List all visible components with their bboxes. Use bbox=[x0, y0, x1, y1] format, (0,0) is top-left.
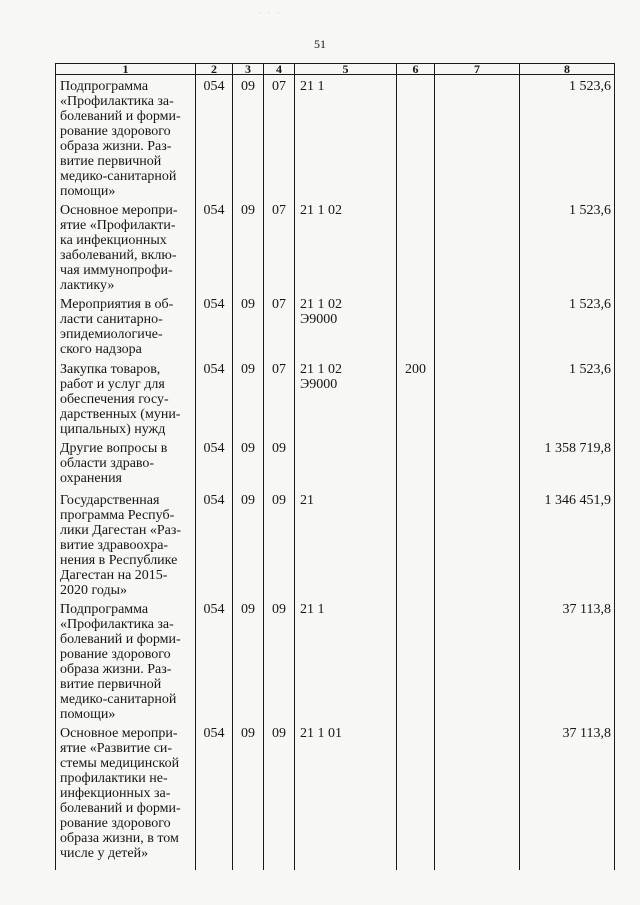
row-col-5 bbox=[295, 722, 397, 870]
row-col-3: 09 bbox=[233, 75, 264, 200]
row-col-8: 1 346 451,9 bbox=[520, 489, 615, 598]
header-col-5: 5 bbox=[295, 64, 397, 75]
row-name-line: рование здорового bbox=[60, 124, 171, 139]
header-col-3: 3 bbox=[233, 64, 264, 75]
header-col-6: 6 bbox=[397, 64, 435, 75]
row-col-2: 054 bbox=[196, 437, 233, 489]
row-col-6 bbox=[397, 75, 435, 200]
row-col-5 bbox=[295, 437, 397, 489]
row-name bbox=[56, 293, 196, 358]
row-col-2: 054 bbox=[196, 358, 233, 437]
row-col-6 bbox=[397, 598, 435, 722]
row-code-line: 21 1 02 bbox=[300, 297, 342, 312]
row-name-line: дарственных (муни- bbox=[60, 407, 181, 422]
row-name-line: Мероприятия в об- bbox=[60, 297, 174, 312]
row-name bbox=[56, 75, 196, 200]
row-col-3: 09 bbox=[233, 722, 264, 870]
row-col-8: 37 113,8 bbox=[520, 598, 615, 722]
row-name-line: болеваний и форми- bbox=[60, 632, 181, 647]
header-col-1: 1 bbox=[56, 64, 196, 75]
row-code-line: 21 1 01 bbox=[300, 726, 342, 741]
row-col-7 bbox=[435, 489, 520, 598]
row-code-line: Э9000 bbox=[300, 377, 338, 392]
row-name-line: эпидемиологиче- bbox=[60, 327, 163, 342]
budget-table bbox=[55, 63, 615, 870]
row-col-2: 054 bbox=[196, 489, 233, 598]
row-name-line: витие первичной bbox=[60, 154, 162, 169]
row-name-line: Дагестан на 2015- bbox=[60, 568, 168, 583]
row-col-3: 09 bbox=[233, 598, 264, 722]
row-col-7 bbox=[435, 199, 520, 293]
row-col-4: 07 bbox=[264, 75, 295, 200]
row-col-5 bbox=[295, 199, 397, 293]
row-col-8: 37 113,8 bbox=[520, 722, 615, 870]
row-col-2: 054 bbox=[196, 598, 233, 722]
row-col-7 bbox=[435, 437, 520, 489]
header-col-4: 4 bbox=[264, 64, 295, 75]
row-name-line: ципальных) нужд bbox=[60, 422, 166, 437]
row-col-7 bbox=[435, 358, 520, 437]
row-col-8: 1 523,6 bbox=[520, 199, 615, 293]
row-name-line: ка инфекционных bbox=[60, 233, 167, 248]
row-code-line: 21 1 bbox=[300, 602, 325, 617]
row-col-3: 09 bbox=[233, 199, 264, 293]
row-col-2: 054 bbox=[196, 293, 233, 358]
row-col-2: 054 bbox=[196, 75, 233, 200]
row-name-line: охранения bbox=[60, 471, 122, 486]
row-name-line: Подпрограмма bbox=[60, 602, 149, 617]
row-col-7 bbox=[435, 293, 520, 358]
row-col-5 bbox=[295, 598, 397, 722]
row-name-line: работ и услуг для bbox=[60, 377, 165, 392]
row-col-4: 09 bbox=[264, 489, 295, 598]
row-name-line: Закупка товаров, bbox=[60, 362, 161, 377]
row-name-line: Подпрограмма bbox=[60, 79, 149, 94]
table-row bbox=[56, 358, 615, 437]
table-row bbox=[56, 293, 615, 358]
row-col-3: 09 bbox=[233, 293, 264, 358]
row-col-8: 1 358 719,8 bbox=[520, 437, 615, 489]
row-name-line: болеваний и форми- bbox=[60, 801, 181, 816]
row-name bbox=[56, 489, 196, 598]
row-name bbox=[56, 598, 196, 722]
row-name-line: рование здорового bbox=[60, 647, 171, 662]
row-name bbox=[56, 199, 196, 293]
row-code-line: Э9000 bbox=[300, 312, 338, 327]
row-name-line: помощи» bbox=[60, 184, 116, 199]
row-col-5 bbox=[295, 489, 397, 598]
row-col-6 bbox=[397, 489, 435, 598]
row-col-4: 07 bbox=[264, 358, 295, 437]
row-col-8: 1 523,6 bbox=[520, 293, 615, 358]
row-col-4: 07 bbox=[264, 293, 295, 358]
row-col-3: 09 bbox=[233, 489, 264, 598]
row-col-6 bbox=[397, 437, 435, 489]
row-name-line: программа Респуб- bbox=[60, 508, 175, 523]
row-name-line: рование здорового bbox=[60, 816, 171, 831]
row-name-line: Государственная bbox=[60, 493, 160, 508]
row-name-line: ского надзора bbox=[60, 342, 142, 357]
row-name-line: лики Дагестан «Раз- bbox=[60, 523, 182, 538]
table-row bbox=[56, 437, 615, 489]
row-code-line: 21 1 02 bbox=[300, 362, 342, 377]
row-col-7 bbox=[435, 598, 520, 722]
row-col-7 bbox=[435, 722, 520, 870]
table-row bbox=[56, 75, 615, 200]
table-row bbox=[56, 489, 615, 598]
row-col-7 bbox=[435, 75, 520, 200]
row-name-line: образа жизни. Раз- bbox=[60, 662, 172, 677]
header-col-7: 7 bbox=[435, 64, 520, 75]
row-name-line: «Профилактика за- bbox=[60, 94, 174, 109]
row-name-line: «Профилактика за- bbox=[60, 617, 174, 632]
row-name-line: Основное меропри- bbox=[60, 203, 178, 218]
row-col-5 bbox=[295, 75, 397, 200]
row-col-2: 054 bbox=[196, 722, 233, 870]
header-row bbox=[56, 64, 615, 75]
row-name-line: стемы медицинской bbox=[60, 756, 180, 771]
row-col-5 bbox=[295, 293, 397, 358]
row-name-line: лактику» bbox=[60, 278, 115, 293]
row-name-line: заболеваний, вклю- bbox=[60, 248, 177, 263]
table-row bbox=[56, 722, 615, 870]
row-name-line: образа жизни. Раз- bbox=[60, 139, 172, 154]
row-name-line: нения в Республике bbox=[60, 553, 178, 568]
faint-stamp: · · · bbox=[258, 8, 282, 18]
row-name-line: ласти санитарно- bbox=[60, 312, 163, 327]
row-col-4: 07 bbox=[264, 199, 295, 293]
table-body bbox=[56, 75, 615, 871]
row-col-4: 09 bbox=[264, 722, 295, 870]
row-name-line: болеваний и форми- bbox=[60, 109, 181, 124]
table-row bbox=[56, 199, 615, 293]
row-code-line: 21 1 02 bbox=[300, 203, 342, 218]
row-name-line: Другие вопросы в bbox=[60, 441, 168, 456]
row-code-line: 21 bbox=[300, 493, 314, 508]
table-row bbox=[56, 598, 615, 722]
row-col-8: 1 523,6 bbox=[520, 75, 615, 200]
row-col-5 bbox=[295, 358, 397, 437]
header-col-2: 2 bbox=[196, 64, 233, 75]
row-name-line: ятие «Развитие си- bbox=[60, 741, 173, 756]
row-name-line: ятие «Профилакти- bbox=[60, 218, 176, 233]
row-col-3: 09 bbox=[233, 437, 264, 489]
row-name-line: профилактики не- bbox=[60, 771, 168, 786]
row-name-line: области здраво- bbox=[60, 456, 155, 471]
row-name-line: 2020 годы» bbox=[60, 583, 128, 598]
row-name-line: обеспечения госу- bbox=[60, 392, 169, 407]
row-code-line: 21 1 bbox=[300, 79, 325, 94]
row-name-line: образа жизни, в том bbox=[60, 831, 179, 846]
row-col-4: 09 bbox=[264, 437, 295, 489]
row-name bbox=[56, 722, 196, 870]
row-name bbox=[56, 437, 196, 489]
row-name-line: медико-санитарной bbox=[60, 692, 177, 707]
row-name-line: витие первичной bbox=[60, 677, 162, 692]
row-col-4: 09 bbox=[264, 598, 295, 722]
row-name-line: витие здравоохра- bbox=[60, 538, 169, 553]
row-name-line: медико-санитарной bbox=[60, 169, 177, 184]
row-name-line: помощи» bbox=[60, 707, 116, 722]
row-col-2: 054 bbox=[196, 199, 233, 293]
row-name bbox=[56, 358, 196, 437]
row-name-line: числе у детей» bbox=[60, 846, 149, 861]
row-col-6 bbox=[397, 199, 435, 293]
row-name-line: чая иммунопрофи- bbox=[60, 263, 173, 278]
row-col-6: 200 bbox=[397, 358, 435, 437]
row-name-line: инфекционных за- bbox=[60, 786, 171, 801]
row-name-line: Основное меропри- bbox=[60, 726, 178, 741]
row-col-8: 1 523,6 bbox=[520, 358, 615, 437]
row-col-6 bbox=[397, 293, 435, 358]
header-col-8: 8 bbox=[520, 64, 615, 75]
row-col-3: 09 bbox=[233, 358, 264, 437]
row-col-6 bbox=[397, 722, 435, 870]
page-number: 51 bbox=[314, 37, 326, 51]
